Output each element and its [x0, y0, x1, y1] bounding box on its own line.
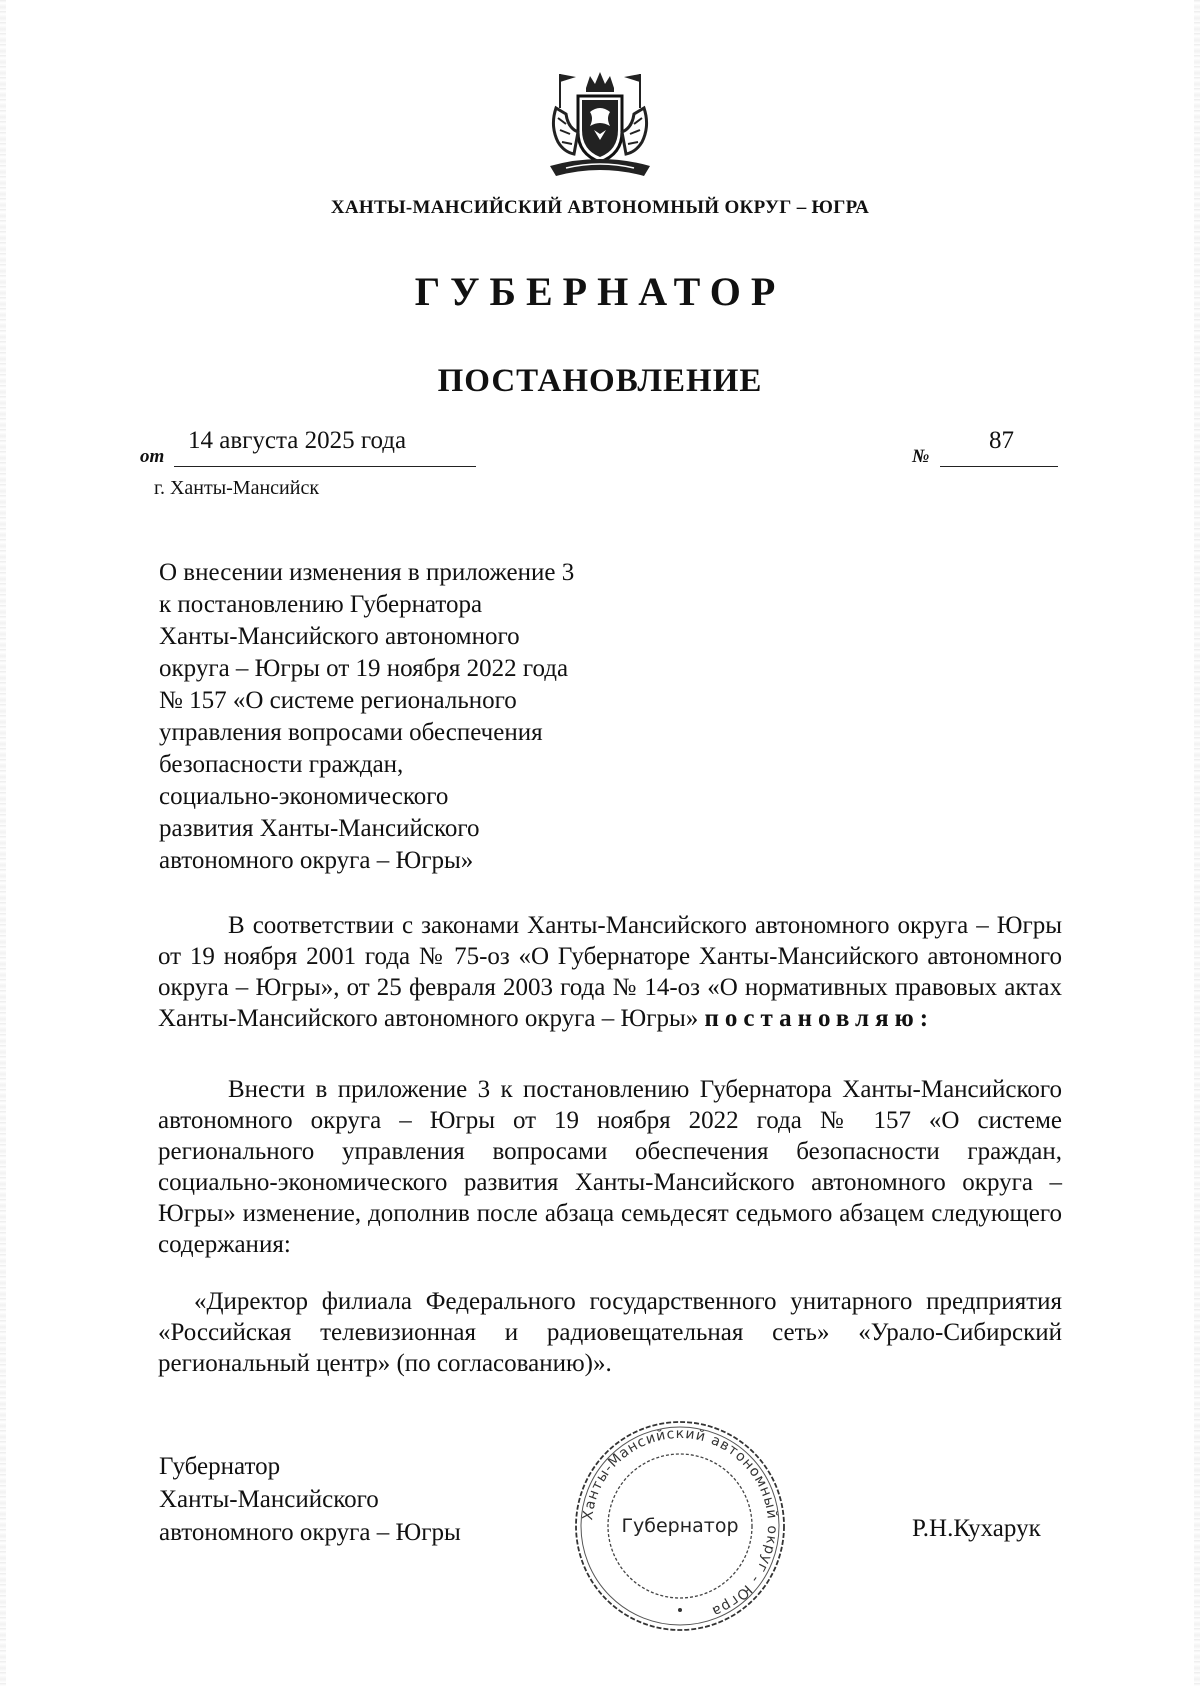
- signatory-title-line: Ханты-Мансийского: [159, 1486, 379, 1513]
- signatory-name: Р.Н.Кухарук: [912, 1515, 1041, 1542]
- scan-edge-right: [1194, 0, 1200, 1686]
- authority-title: ГУБЕРНАТОР: [414, 269, 786, 314]
- region-name: ХАНТЫ-МАНСИЙСКИЙ АВТОНОМНЫЙ ОКРУГ – ЮГРА: [330, 197, 870, 218]
- scan-edge-left: [0, 0, 6, 1686]
- subject-line: Ханты-Мансийского автономного: [159, 623, 520, 650]
- document-subject: [159, 557, 574, 877]
- number-underline: [940, 466, 1058, 467]
- subject-line: безопасности граждан,: [159, 751, 404, 778]
- number-label: №: [912, 446, 930, 467]
- coat-of-arms-icon: [544, 68, 656, 182]
- subject-line: социально-экономического: [159, 783, 449, 810]
- document-number: 87: [989, 427, 1014, 454]
- subject-line: управления вопросами обеспечения: [159, 719, 543, 746]
- date-label: от: [140, 446, 165, 467]
- stamp-center-text: Губернатор: [621, 1515, 739, 1537]
- subject-line: О внесении изменения в приложение 3: [159, 559, 575, 586]
- document-city: г. Ханты-Мансийск: [154, 477, 320, 499]
- signatory-title: [159, 1450, 461, 1549]
- signatory-title-line: Губернатор: [159, 1453, 281, 1480]
- subject-line: к постановлению Губернатора: [159, 591, 483, 618]
- date-underline: [174, 466, 476, 467]
- inserted-text-paragraph: «Директор филиала Федерального государственного унитарного предприятия «Российская телевизионная и радиовещательная сеть» «Урало-Сибирский региональный центр» (по согласованию)».: [158, 1288, 1062, 1377]
- decree-word: постановляю:: [704, 1005, 935, 1032]
- subject-line: № 157 «О системе регионального: [159, 687, 517, 714]
- subject-line: развития Ханты-Мансийского: [159, 815, 480, 842]
- subject-line: автономного округа – Югры»: [159, 847, 474, 874]
- document-type: ПОСТАНОВЛЕНИЕ: [437, 363, 763, 399]
- preamble-paragraph: [158, 910, 1062, 1034]
- preamble-text: В соответствии с законами Ханты-Мансийского автономного округа – Югры от 19 ноября 2001 года № 75-оз «О Губернаторе Ханты-Мансийского автономного округа – Югры», от 25 февраля 2003 года № 14-оз «О нормативных правовых актах Ханты-Мансийского автономного округа – Югры»: [158, 912, 1062, 1032]
- official-stamp: [572, 1418, 788, 1634]
- subject-line: округа – Югры от 19 ноября 2022 года: [159, 655, 569, 682]
- stamp-ring-text: Ханты-Мансийский автономный округ - Югра: [580, 1425, 781, 1620]
- document-date: 14 августа 2025 года: [188, 427, 407, 454]
- signatory-title-line: автономного округа – Югры: [159, 1519, 461, 1546]
- amendment-paragraph: Внести в приложение 3 к постановлению Губернатора Ханты-Мансийского автономного округа – Югры от 19 ноября 2022 года № 157 «О системе регионального управления вопросами обеспечения безопасности граждан, социально-экономического развития Ханты-Мансийского автономного округа – Югры» изменение, дополнив после абзаца семьдесят седьмого абзацем следующего содержания:: [158, 1076, 1062, 1258]
